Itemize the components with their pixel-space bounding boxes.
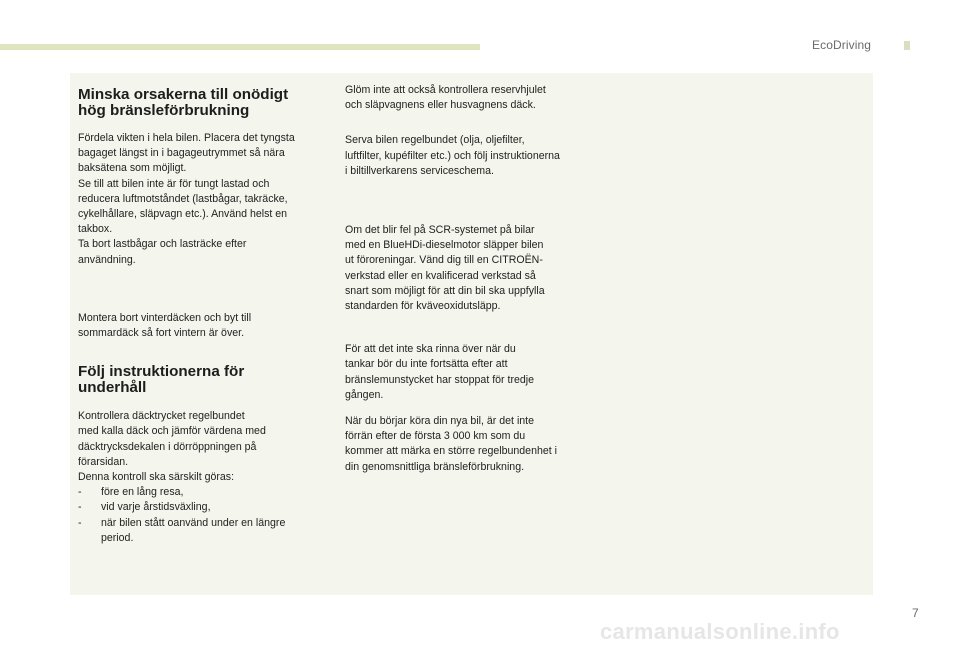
text-line: luftfilter, kupéfilter etc.) och följ instruktionerna xyxy=(345,149,560,162)
text-line: sommardäck så fort vintern är över. xyxy=(78,327,245,340)
paragraph-tyre-pressure xyxy=(78,409,330,485)
text-line: Montera bort vinterdäcken och byt till xyxy=(78,311,252,324)
text-line: förarsidan. xyxy=(78,455,129,468)
text-line: Kontrollera däcktrycket regelbundet xyxy=(78,410,245,423)
right-column xyxy=(345,73,600,475)
paragraph-new-car xyxy=(345,414,600,475)
watermark: carmanualsonline.info xyxy=(600,619,840,644)
heading1-line2: hög bränsleförbrukning xyxy=(78,102,250,119)
paragraph-load-distribution xyxy=(78,131,330,268)
text-line: däcktrycksdekalen i dörröppningen på xyxy=(78,440,257,453)
text-line: användning. xyxy=(78,253,136,266)
text-line: takbox. xyxy=(78,223,113,236)
heading2-line1: Följ instruktionerna för xyxy=(78,363,245,381)
text-line: tankar bör du inte fortsätta efter att xyxy=(345,358,508,371)
text-line: med kalla däck och jämför värdena med xyxy=(78,425,266,438)
list-item xyxy=(78,500,330,515)
section-title: EcoDriving xyxy=(812,38,872,52)
header-accent-bar xyxy=(0,44,480,50)
text-line: förrän efter de första 3 000 km som du xyxy=(345,430,526,443)
paragraph-service xyxy=(345,133,600,179)
paragraph-refuelling xyxy=(345,342,600,403)
text-line: vid varje årstidsväxling, xyxy=(101,501,211,514)
list-item xyxy=(78,516,330,546)
text-line: För att det inte ska rinna över när du xyxy=(345,343,516,356)
paragraph-scr-system xyxy=(345,223,600,314)
text-line: Serva bilen regelbundet (olja, oljefilter, xyxy=(345,134,525,147)
list-dash: - xyxy=(78,486,82,499)
text-line: gången. xyxy=(345,388,384,401)
text-line: Om det blir fel på SCR-systemet på bilar xyxy=(345,224,535,237)
text-line: ut föroreningar. Vänd dig till en CITROËN- xyxy=(345,254,543,267)
section-marker xyxy=(904,41,910,50)
heading1-line1: Minska orsakerna till onödigt xyxy=(78,86,289,103)
content-panel xyxy=(70,73,873,595)
text-line: standarden för kväveoxidutsläpp. xyxy=(345,300,501,313)
heading-fuel-consumption xyxy=(78,87,330,119)
heading-maintenance xyxy=(78,364,330,396)
text-line: när bilen stått oanvänd under en längre xyxy=(101,516,286,529)
left-column xyxy=(78,73,330,546)
list-dash: - xyxy=(78,516,82,529)
text-line: i biltillverkarens serviceschema. xyxy=(345,164,494,177)
text-line: bränslemunstycket har stoppat för tredje xyxy=(345,373,535,386)
text-line: bagaget längst in i bagageutrymmet så nära xyxy=(78,147,285,160)
text-line: baksätena som möjligt. xyxy=(78,162,187,175)
text-line: före en lång resa, xyxy=(101,486,184,499)
text-line: din genomsnittliga bränsleförbrukning. xyxy=(345,460,525,473)
text-line: Denna kontroll ska särskilt göras: xyxy=(78,471,235,484)
text-line: period. xyxy=(101,531,134,544)
heading2-line2: underhåll xyxy=(78,379,147,397)
text-line: verkstad eller en kvalificerad verkstad så xyxy=(345,269,536,282)
paragraph-spare-wheel xyxy=(345,83,600,113)
list-item xyxy=(78,485,330,500)
text-line: Se till att bilen inte är för tungt lastad och xyxy=(78,177,270,190)
text-line: snart som möjligt för att din bil ska uppfylla xyxy=(345,284,545,297)
text-line: cykelhållare, släpvagn etc.). Använd helst en xyxy=(78,208,288,221)
text-line: reducera luftmotståndet (lastbågar, takräcke, xyxy=(78,192,288,205)
text-line: När du börjar köra din nya bil, är det inte xyxy=(345,415,535,428)
text-line: med en BlueHDi-dieselmotor släpper bilen xyxy=(345,239,544,252)
text-line: Fördela vikten i hela bilen. Placera det tyngsta xyxy=(78,132,295,144)
page-number: 7 xyxy=(912,606,919,620)
list-dash: - xyxy=(78,501,82,514)
text-line: kommer att märka en större regelbundenhet i xyxy=(345,445,557,458)
paragraph-winter-tyres xyxy=(78,311,330,341)
text-line: Glöm inte att också kontrollera reservhjulet xyxy=(345,84,546,96)
text-line: och släpvagnens eller husvagnens däck. xyxy=(345,99,536,112)
check-occasions-list xyxy=(78,485,330,546)
text-line: Ta bort lastbågar och lasträcke efter xyxy=(78,238,247,251)
